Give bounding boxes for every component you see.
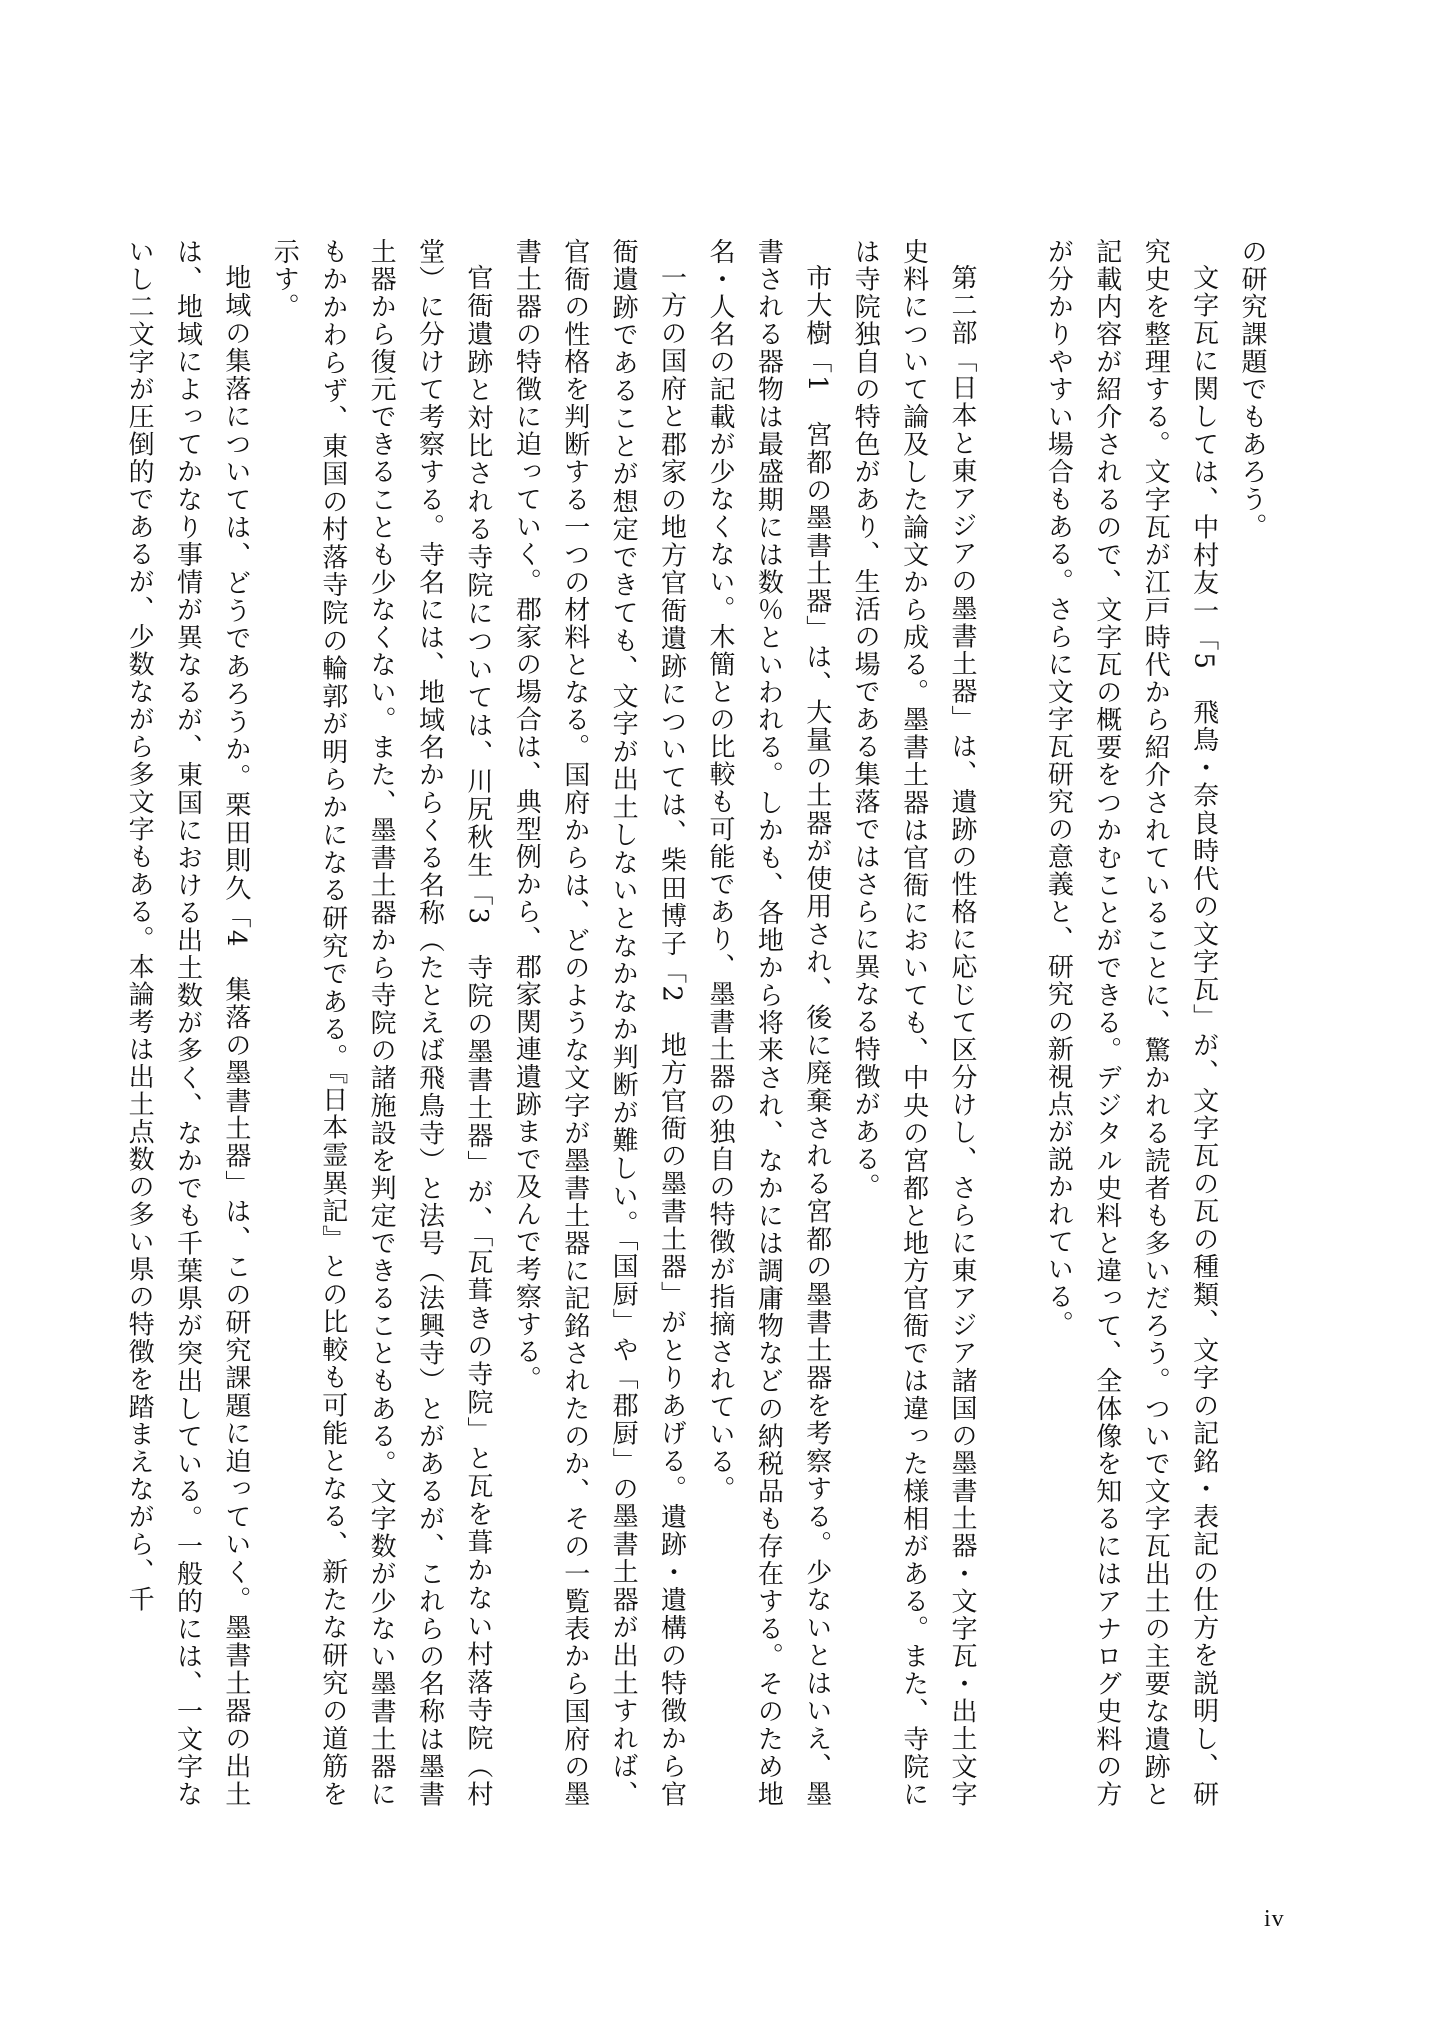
paragraph-part-two-intro: 第二部「日本と東アジアの墨書土器」は、遺跡の性格に応じて区分けし、さらに東アジア諸国の墨書土器・文字瓦・出土文字史料について論及した論文から成る。墨書土器は官衙においても、中央の宮都と地方官衙では違った様相がある。また、寺院には寺院独自の特色があり、生活の場である集落ではさらに異なる特徴がある。 <box>850 238 977 1808</box>
paragraph-provincial-offices: 一方の国府と郡家の地方官衙遺跡については、柴田博子「2 地方官衙の墨書土器」がとりあげる。遺跡・遺構の特徴から官衙遺跡であることが想定できても、文字が出土しないとなかなか判断が難しい。「国厨」や「郡厨」の墨書土器が出土すれば、官衙の性格を判断する一つの材料となる。国府からは、どのような文字が墨書土器に記銘されたのか、その一覧表から国府の墨書土器の特徴に迫っていく。郡家の場合は、典型例から、郡家関連遺跡まで及んで考察する。 <box>511 238 687 1809</box>
paragraph-research-topic-end: の研究課題でもあろう。 <box>1237 238 1267 541</box>
vertical-text-body <box>124 238 1276 1809</box>
paragraph-palace-capital: 市大樹「1 宮都の墨書土器」は、大量の土器が使用され、後に廃棄される宮都の墨書土器を考察する。少ないとはいえ、墨書される器物は最盛期には数％といわれる。しかも、各地から将来され、なかには調庸物などの納税品も存在する。そのため地名・人名の記載が少なくない。木簡との比較も可能であり、墨書土器の独自の特徴が指摘されている。 <box>704 238 832 1808</box>
paragraph-temples: 官衙遺跡と対比される寺院については、川尻秋生「3 寺院の墨書土器」が、「瓦葺きの寺院」と瓦を葺かない村落寺院（村堂）に分けて考察する。寺名には、地域名からくる名称（たとえば飛鳥寺）と法号（法興寺）とがあるが、これらの名称は墨書土器から復元できることも少なくない。また、墨書土器から寺院の諸施設を判定できることもある。文字数が少ない墨書土器にもかかわらず、東国の村落寺院の輪郭が明らかになる研究である。『日本霊異記』との比較も可能となる、新たな研究の道筋を示す。 <box>269 238 493 1808</box>
paragraph-village-settlements: 地域の集落については、どうであろうか。栗田則久「4 集落の墨書土器」は、この研究課題に迫っていく。墨書土器の出土は、地域によってかなり事情が異なるが、東国における出土数が多く、なかでも千葉県が突出している。一般的には、一文字ないし二文字が圧倒的であるが、少数ながら多文字もある。本論考は出土点数の多い県の特徴を踏まえながら、千 <box>124 238 251 1808</box>
page-number: iv <box>1264 1906 1285 1932</box>
paragraph-moji-gawara: 文字瓦に関しては、中村友一「5 飛鳥・奈良時代の文字瓦」が、文字瓦の瓦の種類、文字の記銘・表記の仕方を説明し、研究史を整理する。文字瓦が江戸時代から紹介されていることに、驚かれる読者も多いだろう。ついで文字瓦出土の主要な遺跡と記載内容が紹介されるので、文字瓦の概要をつかむことができる。デジタル史料と違って、全体像を知るにはアナログ史料の方が分かりやすい場合もある。さらに文字瓦研究の意義と、研究の新視点が説かれている。 <box>1043 238 1219 1809</box>
